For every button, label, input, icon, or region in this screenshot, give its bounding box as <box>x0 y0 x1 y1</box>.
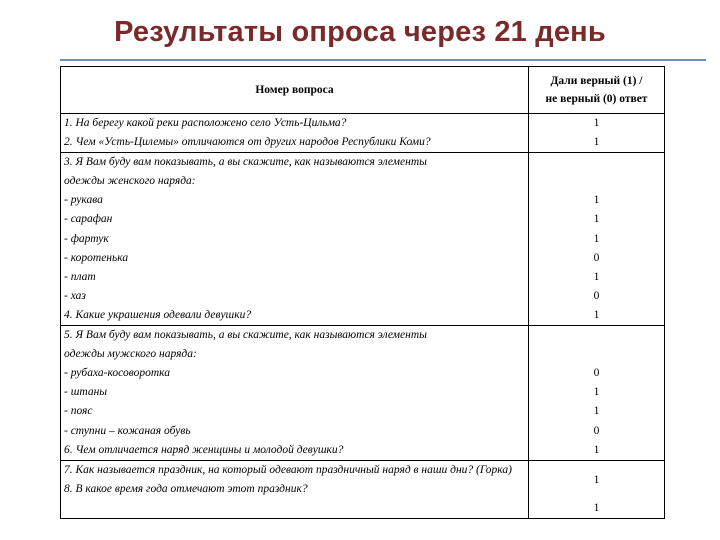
question-line: 6. Чем отличается наряд женщины и молодой девушки? <box>64 443 344 456</box>
answer-value <box>529 345 664 364</box>
question-cell <box>61 326 529 461</box>
question-cell <box>61 153 529 326</box>
question-cell <box>61 114 529 153</box>
answer-value: 0 <box>593 367 600 380</box>
answer-value <box>529 153 664 172</box>
question-line: 4. Какие украшения одевали девушки? <box>64 308 252 321</box>
table-row <box>61 460 665 518</box>
answer-value: 1 <box>593 232 600 245</box>
answer-value: 0 <box>593 424 600 437</box>
question-line: 1. На берегу какой реки расположено село Усть-Цильма? <box>64 117 347 129</box>
table-header-row <box>61 67 665 114</box>
answer-value: 1 <box>593 501 600 514</box>
header-answer-line2: не верный (0) ответ <box>545 93 648 105</box>
answer-value <box>529 172 664 191</box>
answer-cell <box>529 114 665 153</box>
question-line: одежды женского наряда: <box>64 175 196 188</box>
table-row <box>61 153 665 326</box>
header-answer-line1: Дали верный (1) / <box>550 75 643 87</box>
answer-value: 1 <box>593 136 600 149</box>
question-line: - пояс <box>64 405 93 418</box>
title-underline <box>60 59 706 61</box>
table-row <box>61 114 665 153</box>
survey-results-table <box>60 66 665 519</box>
answer-value <box>529 326 664 345</box>
header-question: Номер вопроса <box>61 67 529 114</box>
answer-value: 1 <box>593 405 600 418</box>
answer-value: 1 <box>593 213 600 226</box>
question-cell <box>61 460 529 518</box>
answer-value: 0 <box>593 251 600 264</box>
header-answer <box>529 67 665 114</box>
question-line: - плат <box>64 270 96 283</box>
answer-value: 1 <box>593 308 600 321</box>
answer-value: 1 <box>593 473 600 486</box>
answer-value: 1 <box>593 117 600 129</box>
answer-value: 1 <box>593 443 600 456</box>
slide-title: Результаты опроса через 21 день <box>114 16 606 48</box>
question-line: - штаны <box>64 386 108 399</box>
answer-value: 0 <box>593 289 600 302</box>
question-line: - ступни – кожаная обувь <box>64 424 191 437</box>
question-line: - хаз <box>64 289 86 302</box>
answer-value: 1 <box>593 194 600 207</box>
question-line: 3. Я Вам буду вам показывать, а вы скажите, как называются элементы <box>64 156 427 169</box>
question-line: 5. Я Вам буду вам показывать, а вы скажите, как называются элементы <box>64 329 427 342</box>
question-line: - рубаха-косоворотка <box>64 367 170 380</box>
question-line: - фартук <box>64 232 109 245</box>
table-row <box>61 326 665 461</box>
answer-cell <box>529 153 665 326</box>
question-line: - коротенька <box>64 251 129 264</box>
answer-cell <box>529 460 665 518</box>
answer-value: 1 <box>593 270 600 283</box>
question-line: - рукава <box>64 194 103 207</box>
question-line: 7. Как называется праздник, на который одевают праздничный наряд в наши дни? (Горка) <box>64 463 512 476</box>
answer-cell <box>529 326 665 461</box>
question-line: 8. В какое время года отмечают этот праздник? <box>64 482 308 495</box>
question-line: 2. Чем «Усть-Цилемы» отличаются от других народов Республики Коми? <box>64 136 431 149</box>
question-line: одежды мужского наряда: <box>64 348 197 361</box>
question-line: - сарафан <box>64 213 113 226</box>
answer-value: 1 <box>593 386 600 399</box>
